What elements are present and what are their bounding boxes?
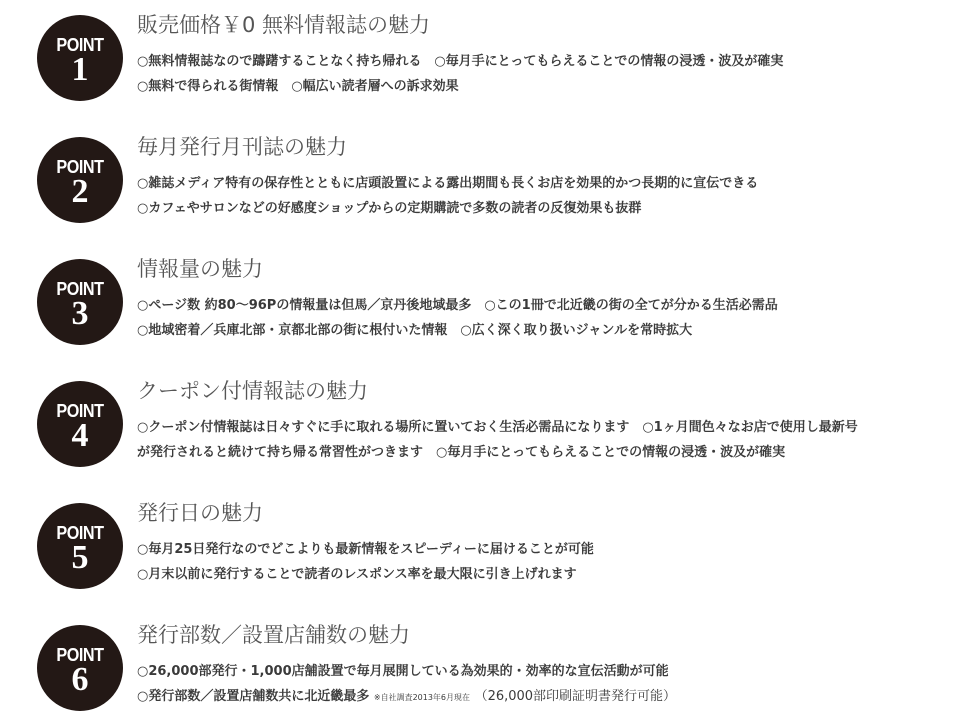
point-3-heading: 情報量の魅力: [137, 257, 263, 281]
point-6-badge: [37, 625, 123, 711]
description-line: ○雑誌メディア特有の保存性とともに店頭設置による露出期間も長くお店を効果的かつ長期的に宣伝できる: [137, 176, 759, 191]
survey-note: ※自社調査2013年6月現在: [373, 693, 471, 702]
point-badge-label: POINT: [56, 35, 104, 55]
point-1-badge: [37, 15, 123, 101]
point-badge-label: POINT: [56, 401, 104, 421]
point-4-description: [137, 415, 977, 465]
point-4-badge: [37, 381, 123, 467]
point-6-heading: 発行部数／設置店舗数の魅力: [137, 623, 410, 647]
description-line: ○無料で得られる街情報 ○幅広い読者層への訴求効果: [137, 79, 459, 94]
point-badge-number: 3: [71, 295, 89, 332]
point-3-description: [137, 293, 977, 343]
point-badge-label: POINT: [56, 523, 104, 543]
description-line: ○カフェやサロンなどの好感度ショップからの定期購読で多数の読者の反復効果も抜群: [137, 201, 642, 216]
point-badge-label: POINT: [56, 279, 104, 299]
point-5-badge: [37, 503, 123, 589]
point-2-badge: [37, 137, 123, 223]
point-1-heading: 販売価格￥0 無料情報誌の魅力: [137, 13, 431, 37]
point-badge-number: 6: [71, 661, 89, 698]
point-badge-number: 5: [71, 539, 89, 576]
description-main-text: ○発行部数／設置店舗数共に北近畿最多: [137, 689, 370, 704]
point-badge-number: 1: [71, 51, 89, 88]
point-5-heading: 発行日の魅力: [137, 501, 263, 525]
point-5-description: [137, 537, 977, 587]
point-badge-label: POINT: [56, 645, 104, 665]
description-line: が発行されると続けて持ち帰る常習性がつきます ○毎月手にとってもらえることでの情報の浸透・波及が確実: [137, 445, 786, 460]
point-badge-label: POINT: [56, 157, 104, 177]
description-line: ○無料情報誌なので躊躇することなく持ち帰れる ○毎月手にとってもらえることでの情報の浸透・波及が確実: [137, 54, 784, 69]
point-2-heading: 毎月発行月刊誌の魅力: [137, 135, 347, 159]
description-line: ○クーポン付情報誌は日々すぐに手に取れる場所に置いておく生活必需品になります ○1ヶ月間色々なお店で使用し最新号: [137, 420, 858, 435]
point-3-badge: [37, 259, 123, 345]
description-line: ○月末以前に発行することで読者のレスポンス率を最大限に引き上げれます: [137, 567, 577, 582]
certificate-note: （26,000部印刷証明書発行可能）: [474, 689, 677, 704]
description-line: ○26,000部発行・1,000店舗設置で毎月展開している為効果的・効率的な宣伝活動が可能: [137, 664, 669, 679]
description-line: ○毎月25日発行なのでどこよりも最新情報をスピーディーに届けることが可能: [137, 542, 594, 557]
point-2-description: [137, 171, 977, 221]
description-line-last: [137, 684, 977, 710]
description-line: ○ページ数 約80～96Pの情報量は但馬／京丹後地域最多 ○この1冊で北近畿の街の全てが分かる生活必需品: [137, 298, 778, 313]
point-6-description: [137, 659, 977, 710]
point-1-description: [137, 49, 977, 99]
point-badge-number: 2: [71, 173, 89, 210]
point-badge-number: 4: [71, 417, 89, 454]
point-4-heading: クーポン付情報誌の魅力: [137, 379, 368, 403]
description-line: ○地域密着／兵庫北部・京都北部の街に根付いた情報 ○広く深く取り扱いジャンルを常時拡大: [137, 323, 693, 338]
